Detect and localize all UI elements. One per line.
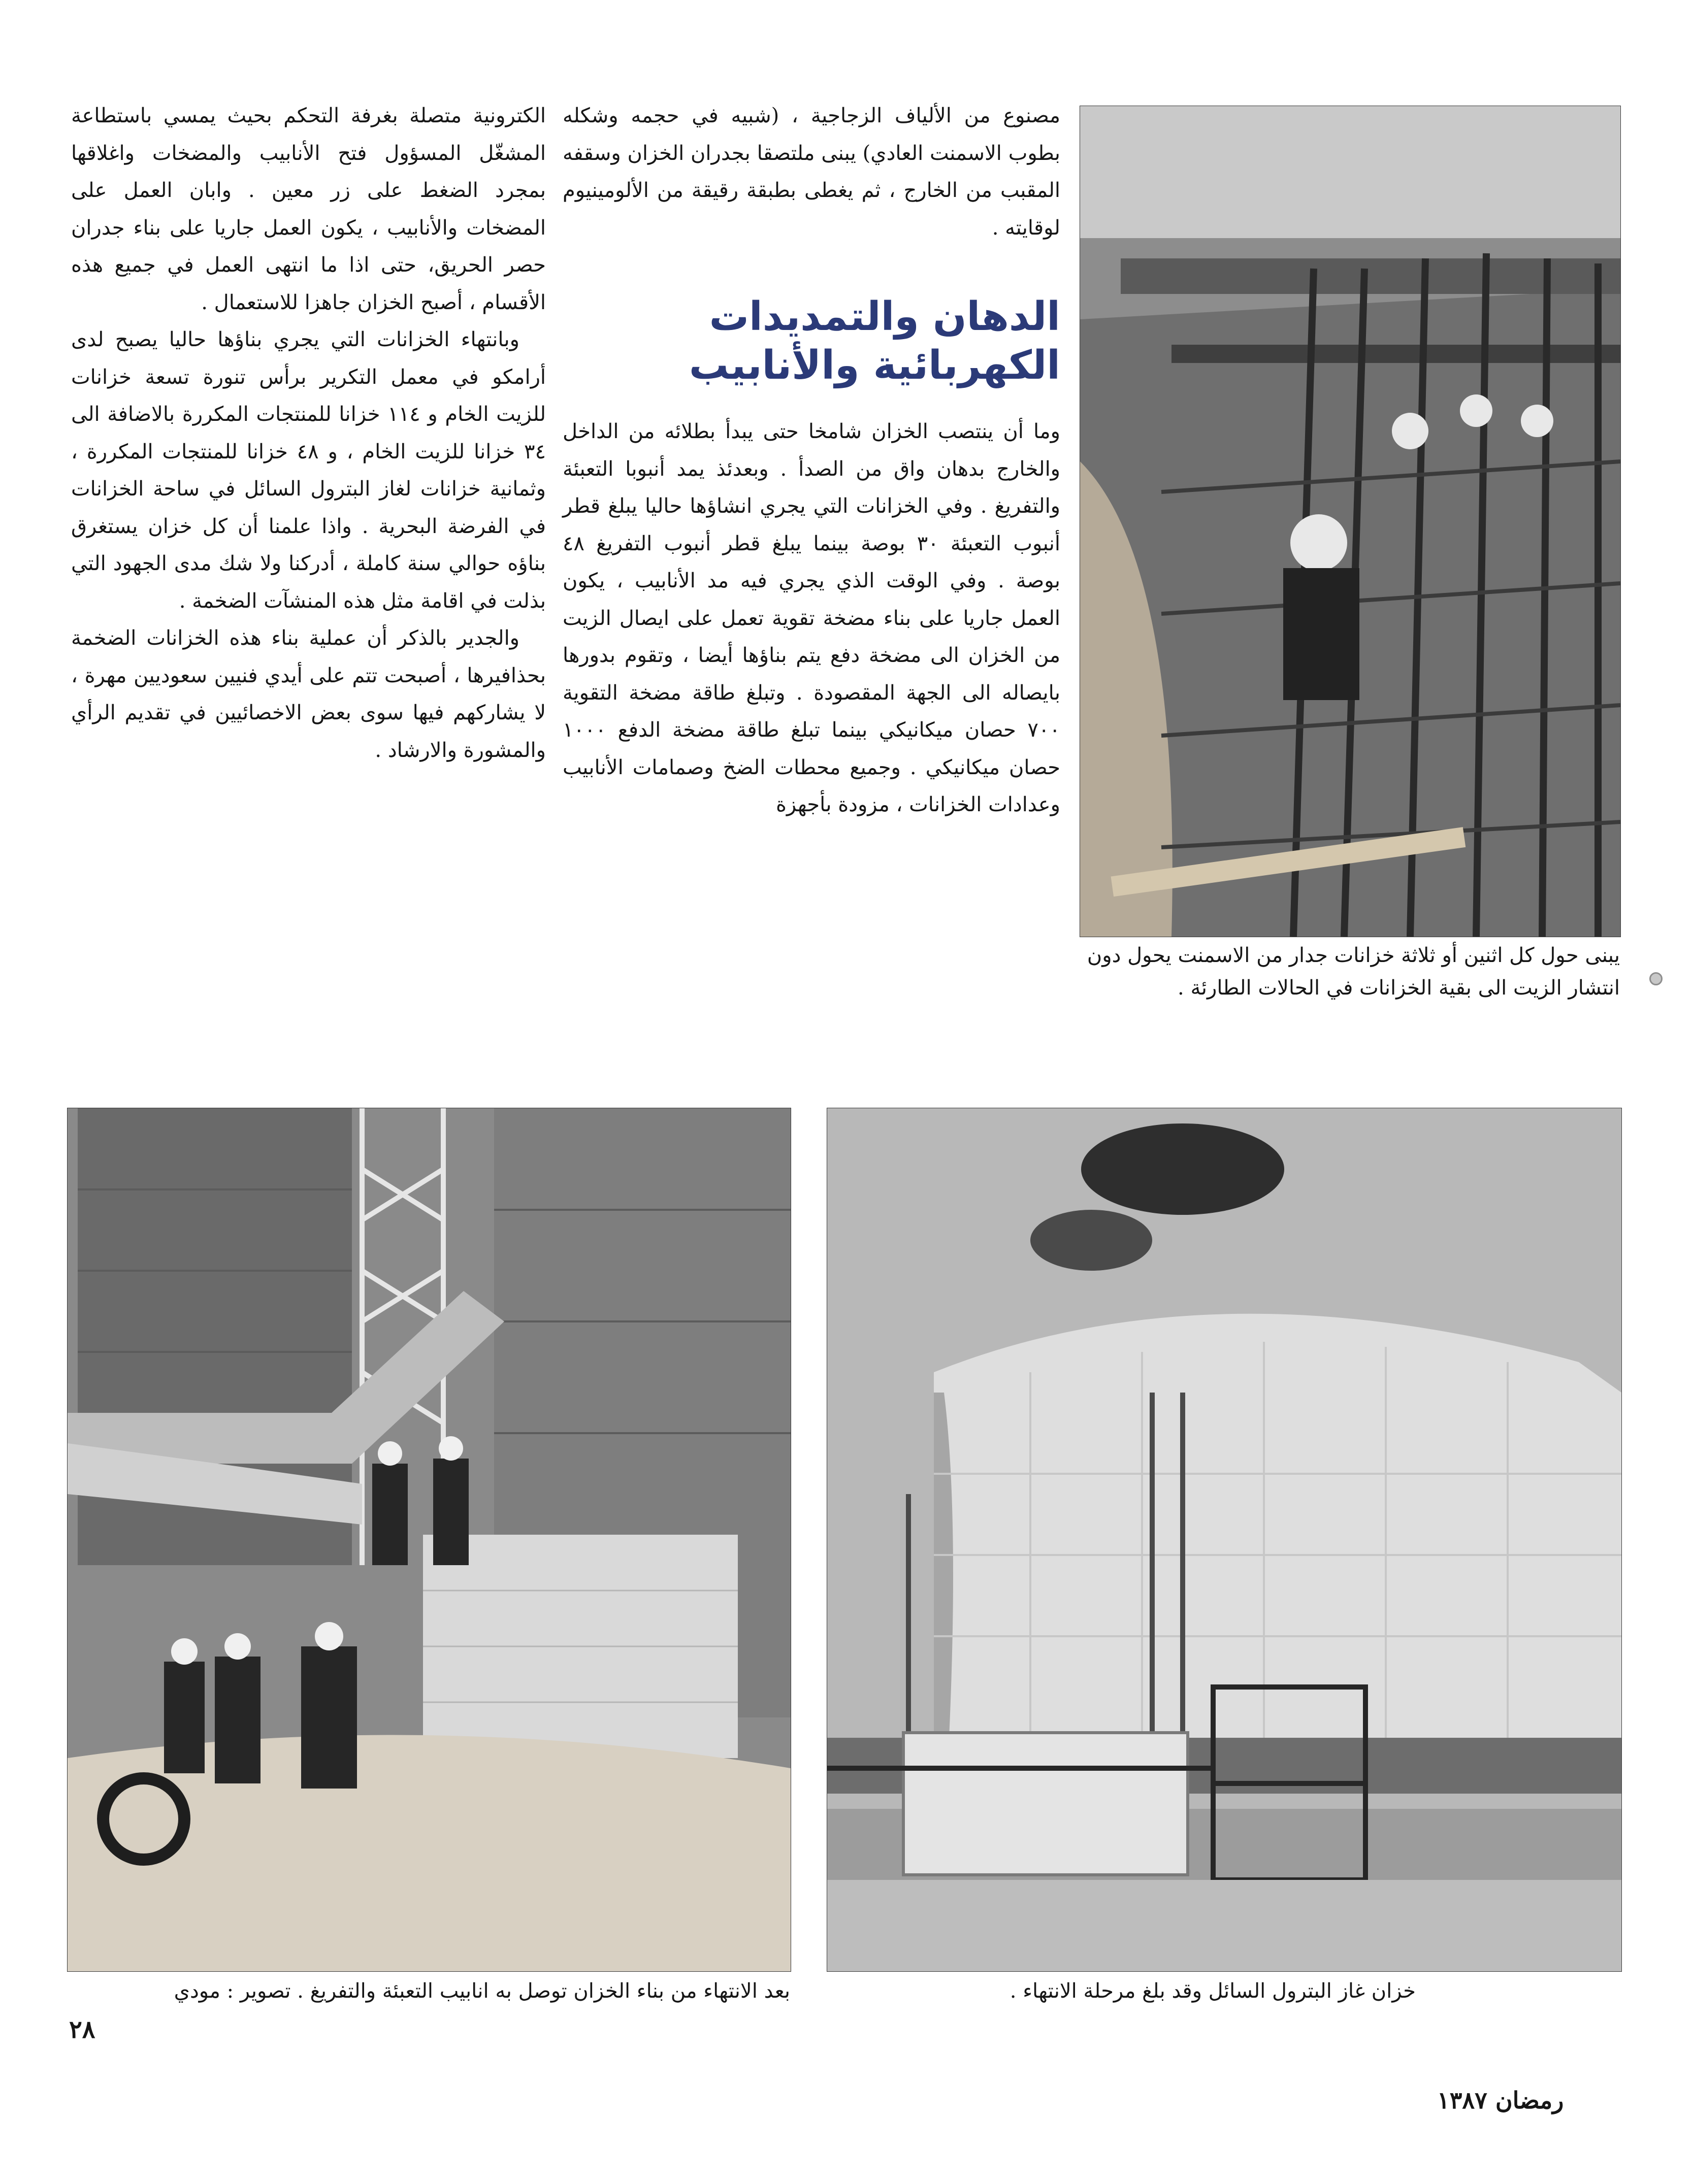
page-number: ٢٨ — [69, 2015, 95, 2044]
section-heading: الدهان والتمديدات الكهربائية والأنابيب — [689, 294, 1060, 388]
caption-rebar-photo: يبنى حول كل اثنين أو ثلاثة خزانات جدار من الاسمنت يحول دون انتشار الزيت الى بقية الخزانات في الحالات الطارئة . — [1087, 944, 1620, 1000]
left-paragraph-2: وبانتهاء الخزانات التي يجري بناؤها حاليا يصبح لدى أرامكو في معمل التكرير برأس تنورة تسعة خزانات للزيت الخام و ١١٤ خزانا للمنتجات المكررة بالاضافة الى ٣٤ خزانا للزيت الخام ، و ٤٨ خزانا للمنتجات المكررة ، وثمانية خزانات لغاز البترول السائل في ساحة الخزانات في الفرضة البحرية . واذا علمنا أن كل خزان يستغرق بناؤه حوالي سنة كاملة ، أدركنا ولا شك مدى الجهود التي بذلت في اقامة مثل هذه المنشآت الضخمة . — [71, 328, 546, 613]
text-column-left — [71, 97, 546, 769]
left-paragraph-3: والجدير بالذكر أن عملية بناء هذه الخزانات الضخمة بحذافيرها ، أصبحت تتم على أيدي فنيين سعوديين مهرة ، لا يشاركهم فيها سوى بعض الاخصائيين في تقديم الرأي والمشورة والارشاد . — [71, 626, 546, 762]
photo-construction-rebar — [1080, 106, 1621, 937]
caption-lpg-tank: خزان غاز البترول السائل وقد بلغ مرحلة الانتهاء . — [1010, 1979, 1416, 2003]
issue-date: رمضان ١٣٨٧ — [1437, 2087, 1564, 2114]
text-column-middle — [563, 97, 1060, 824]
left-paragraph-1: الكترونية متصلة بغرفة التحكم بحيث يمسي باستطاعة المشغّل المسؤول فتح الأنابيب والمضخات واغلاقها بمجرد الضغط على زر معين . وابان العمل على المضخات والأنابيب ، يكون العمل جاريا على بناء جدران حصر الحريق، حتى اذا ما انتهى العمل في جميع هذه الأقسام ، أصبح الخزان جاهزا للاستعمال . — [71, 104, 546, 314]
caption-pipe-connection: بعد الانتهاء من بناء الخزان توصل به انابيب التعبئة والتفريغ . تصوير : مودي — [174, 1979, 790, 2003]
photo-lpg-tank — [827, 1108, 1622, 1972]
photo-pipe-connection — [67, 1108, 791, 1972]
binding-hole — [1649, 972, 1663, 985]
middle-paragraph-1: مصنوع من الألياف الزجاجية ، (شبيه في حجمه وشكله بطوب الاسمنت العادي) يبنى ملتصقا بجدران الخزان وسقفه المقبب من الخارج ، ثم يغطى بطبقة رقيقة من الألومينيوم لوقايته . — [563, 104, 1060, 240]
middle-paragraph-2: وما أن ينتصب الخزان شامخا حتى يبدأ بطلائه من الداخل والخارج بدهان واق من الصدأ . وبعدئذ يمد أنبوبا التعبئة والتفريغ . وفي الخزانات التي يجري انشاؤها حاليا يبلغ قطر أنبوب التعبئة ٣٠ بوصة بينما يبلغ قطر أنبوب التفريغ ٤٨ بوصة . وفي الوقت الذي يجري فيه مد الأنابيب ، يكون العمل جاريا على بناء مضخة تقوية تعمل على ايصال الزيت من الخزان الى مضخة دفع يتم بناؤها أيضا ، وتقوم بدورها بايصاله الى الجهة المقصودة . وتبلغ طاقة مضخة التقوية ٧٠٠ حصان ميكانيكي بينما تبلغ طاقة مضخة الدفع ١٠٠٠ حصان ميكانيكي . وجميع محطات الضخ وصمامات الأنابيب وعدادات الخزانات ، مزودة بأجهزة — [563, 420, 1060, 816]
